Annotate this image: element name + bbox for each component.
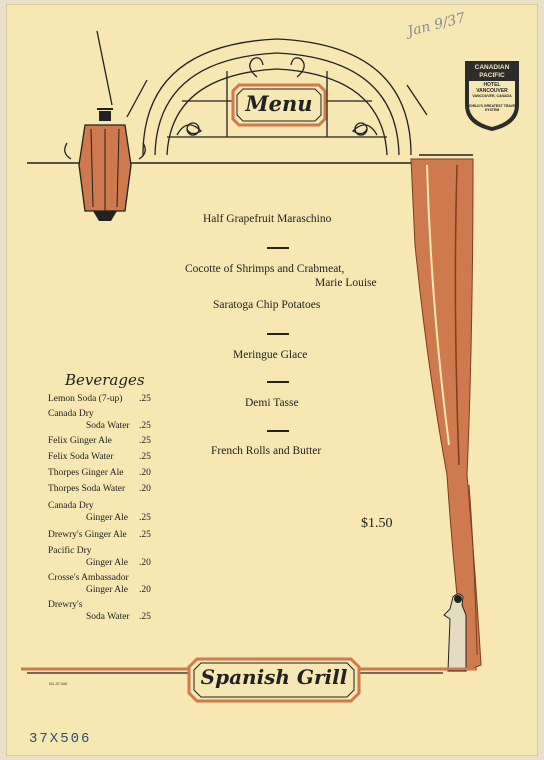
- beverages-heading: Beverages: [65, 371, 145, 389]
- course-item: Marie Louise: [315, 277, 377, 289]
- meal-price: $1.50: [361, 516, 393, 531]
- course-item: Cocotte of Shrimps and Crabmeat,: [185, 263, 345, 275]
- beverage-name: Thorpes Soda Water: [48, 484, 126, 494]
- beverage-price: .25: [139, 513, 151, 523]
- beverage-price: .25: [139, 612, 151, 622]
- course-item: Half Grapefruit Maraschino: [203, 213, 332, 225]
- course-divider: [267, 430, 289, 432]
- beverage-price: .25: [139, 394, 151, 404]
- beverage-price: .25: [139, 452, 151, 462]
- badge-line-3: HOTEL: [483, 82, 501, 88]
- course-item: Saratoga Chip Potatoes: [213, 299, 321, 311]
- course-item: Meringue Glace: [233, 349, 308, 361]
- beverage-price: .25: [139, 530, 151, 540]
- course-item: French Rolls and Butter: [211, 445, 322, 457]
- beverage-price: .25: [139, 421, 151, 431]
- beverage-name-continued: Ginger Ale: [86, 585, 128, 595]
- curtain-illustration: [411, 159, 481, 671]
- badge-line-5: VANCOUVER, CANADA: [472, 94, 512, 98]
- beverage-name: Lemon Soda (7-up): [48, 394, 123, 404]
- beverage-name: Pacific Dry: [48, 546, 92, 556]
- beverage-price: .20: [139, 484, 151, 494]
- badge-line-4: VANCOUVER: [476, 88, 508, 94]
- badge-line-6: WORLD'S GREATEST TRAVEL SYSTEM: [466, 104, 518, 112]
- course-divider: [267, 247, 289, 249]
- menu-title: Menu: [245, 91, 313, 116]
- beverage-name: Felix Soda Water: [48, 452, 114, 462]
- beverage-price: .20: [139, 468, 151, 478]
- beverage-price: .20: [139, 585, 151, 595]
- course-divider: [267, 333, 289, 335]
- beverage-name: Canada Dry: [48, 409, 94, 419]
- badge-line-1: CANADIAN: [474, 64, 510, 71]
- beverage-name: Canada Dry: [48, 501, 94, 511]
- beverage-name-continued: Soda Water: [86, 612, 130, 622]
- menu-page: [6, 4, 538, 756]
- beverage-name-continued: Soda Water: [86, 421, 130, 431]
- standing-figure-illustration: [444, 594, 466, 671]
- beverage-name-continued: Ginger Ale: [86, 558, 128, 568]
- beverage-price: .20: [139, 558, 151, 568]
- shield-logo-text: [463, 59, 521, 133]
- restaurant-name: Spanish Grill: [200, 665, 348, 689]
- catalog-number-stamp: 37X506: [29, 731, 92, 747]
- badge-line-2: PACIFIC: [479, 72, 505, 79]
- lantern-illustration: [65, 109, 146, 221]
- course-item: Demi Tasse: [245, 397, 299, 409]
- beverage-name: Crosse's Ambassador: [48, 573, 129, 583]
- handwritten-date: Jan 9/37: [405, 10, 467, 40]
- beverage-name-continued: Ginger Ale: [86, 513, 128, 523]
- beverage-name: Felix Ginger Ale: [48, 436, 112, 446]
- beverage-name: Thorpes Ginger Ale: [48, 468, 124, 478]
- printer-code: N1-37-5M: [49, 681, 67, 686]
- beverage-price: .25: [139, 436, 151, 446]
- beverage-name: Drewry's: [48, 600, 83, 610]
- course-divider: [267, 381, 289, 383]
- beverage-name: Drewry's Ginger Ale: [48, 530, 127, 540]
